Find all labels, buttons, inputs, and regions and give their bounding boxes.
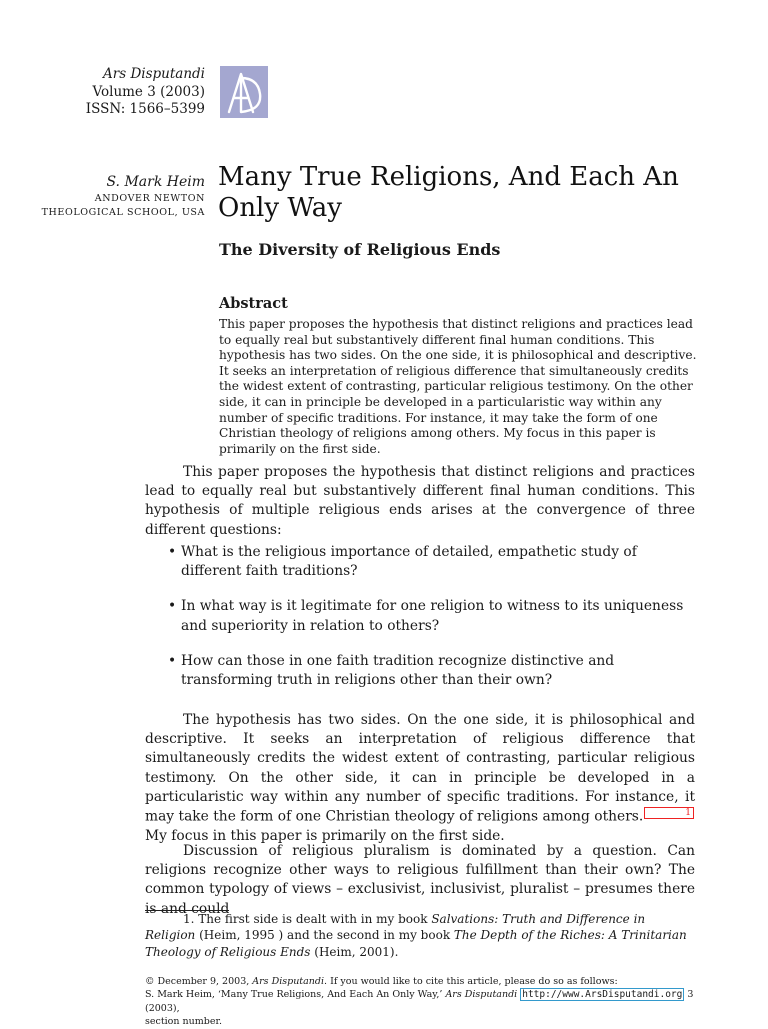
abstract-heading: Abstract <box>219 295 288 312</box>
footnote-text: 1. The first side is dealt with in my book <box>183 912 432 926</box>
list-item-text: What is the religious importance of detailed, empathetic study of different faith traditions? <box>181 544 637 580</box>
citation-text: S. Mark Heim, ‘Many True Religions, And Each An Only Way,’ <box>145 989 446 1001</box>
citation-journal: Ars Disputandi <box>445 989 518 1001</box>
journal-url-link[interactable]: http://www.ArsDisputandi.org <box>522 989 683 1001</box>
list-item <box>168 597 695 635</box>
author-institution-line1: ANDOVER NEWTON <box>94 193 205 204</box>
question-list <box>168 543 695 706</box>
citation-block <box>145 975 705 1029</box>
footnote-book-title: The Depth of the Riches: A Trinitarian Theology of Religious Ends <box>145 928 687 959</box>
journal-info <box>86 66 205 119</box>
footnote-1 <box>145 911 697 960</box>
list-item-text: How can those in one faith tradition recognize distinctive and transforming truth in religions other than their own? <box>181 652 615 689</box>
citation-text: © December 9, 2003, <box>145 976 253 987</box>
list-item-text: In what way is it legitimate for one religion to witness to its uniqueness and superiority in relation to others? <box>181 598 684 634</box>
footnote-book-title: Salvations: Truth and Difference in Religion <box>145 912 646 943</box>
bullet-icon: • <box>168 652 177 669</box>
abstract-text: This paper proposes the hypothesis that distinct religions and practices lead to equally real but substantively different final human conditions. This hypothesis has two sides. On the one side, it is philosophical and descriptive. It seeks an interpretation of religious difference that simultaneously credits the widest extent of contrasting, particular religious testimony. On the other side, it can in principle be developed in a particularistic way within any number of specific traditions. For instance, it may take the form of one Christian theology of religions among others. My focus in this paper is primarily on the first side. <box>219 317 697 456</box>
article-subtitle: The Diversity of Religious Ends <box>219 240 501 259</box>
citation-text: 3 (2003), <box>145 989 694 1014</box>
citation-text: . If you would like to cite this article, please do so as follows: <box>324 976 618 987</box>
author-block <box>42 172 205 220</box>
body-paragraph-2 <box>145 711 695 846</box>
ad-monogram-icon <box>220 66 268 118</box>
journal-volume: Volume 3 (2003) <box>92 83 205 100</box>
body-paragraph-3: Discussion of religious pluralism is dominated by a question. Can religions recognize other ways to religious fulfillment than their own? The common typology of views – exclusivist, inclusivist, pluralist – presumes there is and could <box>145 843 695 917</box>
citation-line-1 <box>145 975 705 988</box>
bullet-icon: • <box>168 544 177 560</box>
footnote-text: (Heim, 1995 ) and the second in my book <box>195 928 454 943</box>
journal-issn: ISSN: 1566–5399 <box>85 101 205 117</box>
footnote-link[interactable]: 1 <box>644 807 694 819</box>
citation-line-2 <box>145 988 705 1015</box>
paragraph-text: My focus in this paper is primarily on the first side. <box>145 827 505 844</box>
list-item <box>168 543 695 581</box>
journal-name: Ars Disputandi <box>103 66 205 82</box>
journal-logo <box>220 66 268 118</box>
citation-journal: Ars Disputandi <box>252 976 325 987</box>
paragraph-text: The hypothesis has two sides. On the one side, it is philosophical and descriptive. It seeks an interpretation of religious difference that simultaneously credits the widest extent of contrasting, particular religious testimony. On the other side, it can in principle be developed in a particularistic way within any number of specific traditions. For instance, it may take the form of one Christian theology of religions among others. <box>145 712 695 825</box>
citation-line-3: section number. <box>145 1016 222 1028</box>
list-item <box>168 652 695 690</box>
body-paragraph-1: This paper proposes the hypothesis that distinct religions and practices lead to equally real but substantively different final human conditions. This hypothesis of multiple religious ends arises at the convergence of three different questions: <box>145 464 695 538</box>
author-institution-line2: THEOLOGICAL SCHOOL, USA <box>41 207 205 218</box>
bullet-icon: • <box>168 598 177 615</box>
author-name: S. Mark Heim <box>106 174 205 190</box>
article-title: Many True Religions, And Each An Only Way <box>218 162 679 223</box>
footnote-text: (Heim, 2001). <box>310 944 399 959</box>
